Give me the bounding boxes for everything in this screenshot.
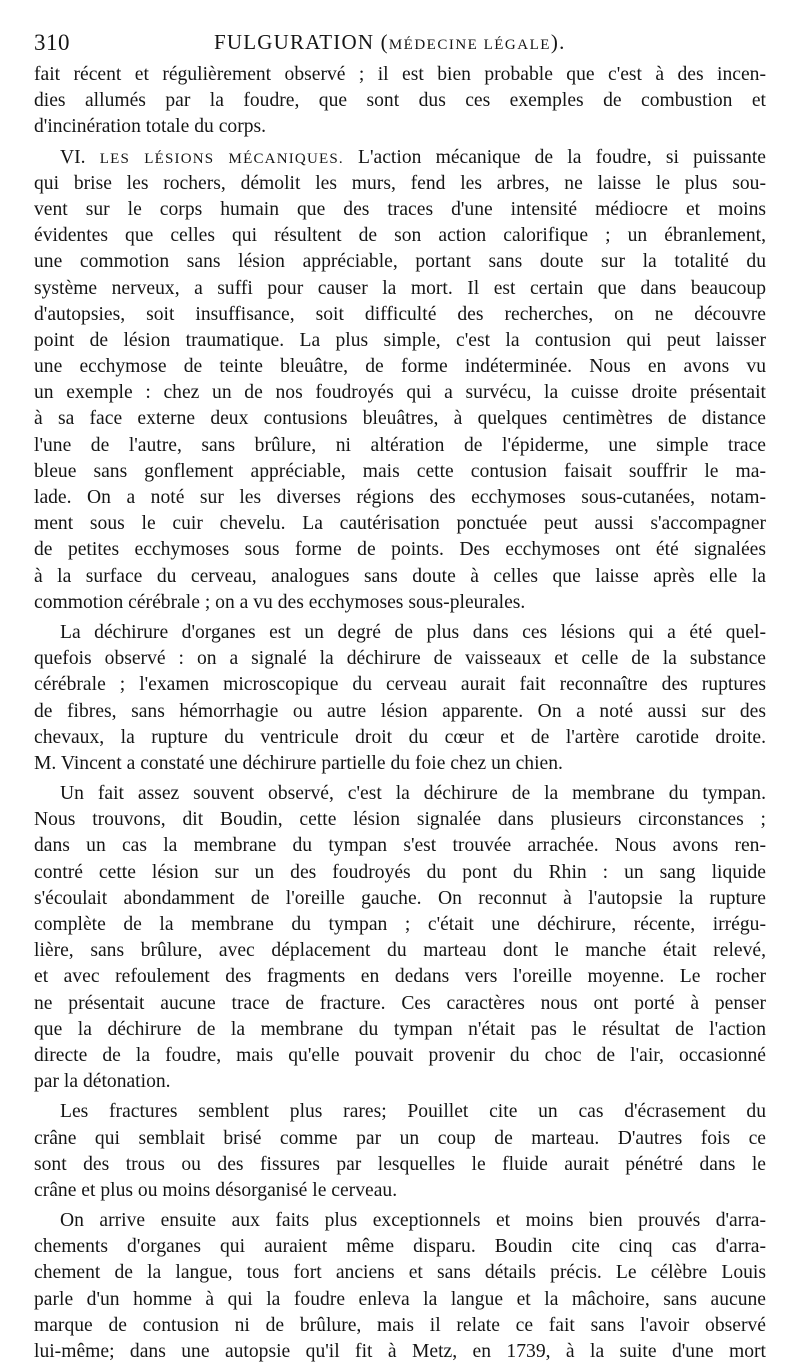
text-line: que la déchirure de la membrane du tympan n'était pas le résultat de l'action [34,1018,766,1040]
text-line: marque de contusion ni de brûlure, mais il relate ce fait sans l'avoir observé [34,1314,766,1336]
text-line: ne présentait aucune trace de fracture. Ces caractères nous ont porté à penser [34,992,766,1014]
text-line: par la détonation. [34,1071,171,1093]
text-line: chements d'organes qui auraient même disparu. Boudin cite cinq cas d'arra- [34,1236,766,1258]
text-line: fait récent et régulièrement observé ; il est bien probable que c'est à des incen- [34,64,766,85]
text-line: point de lésion traumatique. La plus simple, c'est la contusion qui peut laisser [34,329,766,351]
text-line: crâne et plus ou moins désorganisé le cerveau. [34,1179,398,1201]
text-line: lade. On a noté sur les diverses régions des ecchymoses sous-cutanées, notam- [34,487,766,508]
text-line: VI. LES LÉSIONS MÉCANIQUES. L'action mécanique de la foudre, si puissante [60,146,766,168]
text-line: d'incinération totale du corps. [34,116,267,138]
running-title [214,30,566,55]
text-line: bleue sans gonflement appréciable, mais cette contusion faisait souffrir le ma- [34,460,766,482]
book-page [34,26,766,1365]
text-line: commotion cérébrale ; on a vu des ecchymoses sous-pleurales. [34,591,526,613]
text-line: dans un cas la membrane du tympan s'est trouvée arrachée. Nous avons ren- [34,835,766,857]
text-line: lière, sans brûlure, avec déplacement du marteau dont le manche était relevé, [34,940,766,962]
text-line: chement de la langue, tous fort anciens et sans détails précis. Le célèbre Louis [34,1262,766,1284]
text-line: une ecchymose de teinte bleuâtre, de forme indéterminée. Nous en avons vu [34,356,766,378]
text-line: M. Vincent a constaté une déchirure partielle du foie chez un chien. [34,752,563,774]
text-line: quefois observé : on a signalé la déchirure de vaisseaux et celle de la substance [34,648,766,670]
text-line: système nerveux, a suffi pour causer la mort. Il est certain que dans beaucoup [34,277,766,299]
page-header [34,26,766,60]
text-line: une commotion sans lésion appréciable, portant sans doute sur la totalité du [34,251,766,273]
text-line: contré cette lésion sur un des foudroyés du pont du Rhin : un sang liquide [34,861,766,883]
running-title-main: FULGURATION ( [214,30,389,54]
text-line: lui-même; dans une autopsie qu'il fit à Metz, en 1739, à la suite d'une mort [34,1341,766,1362]
text-line: vent sur le corps humain que des traces d'une intensité médiocre et moins [34,198,766,220]
text-line: crâne qui semblait brisé comme par un coup de marteau. D'autres fois ce [34,1127,766,1149]
body-text [34,62,766,1365]
text-line: à la surface du cerveau, analogues sans doute à celles que laisse après elle la [34,565,766,587]
text-line: directe de la foudre, mais qu'elle pouvait provenir du choc de l'air, occasionné [34,1044,766,1066]
text-line: l'une de l'autre, sans brûlure, ni altération de l'épiderme, une simple trace [34,434,766,456]
section-heading-smallcaps: LES LÉSIONS MÉCANIQUES. [99,150,344,167]
running-title-sub: MÉDECINE LÉGALE [388,37,551,53]
text-line: On arrive ensuite aux faits plus exceptionnels et moins bien prouvés d'arra- [60,1210,766,1232]
page-number: 310 [34,30,70,55]
text-line: s'écoulait abondamment de l'oreille gauche. On reconnut à l'autopsie la rupture [34,887,766,909]
text-line: qui brise les rochers, démolit les murs, fend les arbres, ne laisse le plus sou- [34,172,766,194]
text-line: à sa face externe deux contusions bleuâtres, à quelques centimètres de distance [34,408,766,430]
text-line: chevaux, la rupture du ventricule droit du cœur et de l'artère carotide droite. [34,726,766,748]
text-line: de petites ecchymoses sous forme de points. Des ecchymoses ont été signalées [34,539,766,561]
text-line: dies allumés par la foudre, que sont dus ces exemples de combustion et [34,90,766,112]
text-line: de fibres, sans hémorrhagie ou autre lésion apparente. On a noté aussi sur des [34,700,766,722]
text-line: sont des trous ou des fissures par lesquelles le fluide aurait pénétré dans le [34,1153,766,1175]
text-line: ment sous le cuir chevelu. La cautérisation ponctuée peut aussi s'accompagner [34,513,766,535]
text-line: et avec refoulement des fragments en dedans vers l'oreille moyenne. Le rocher [34,966,766,988]
text-line: Nous trouvons, dit Boudin, cette lésion signalée dans plusieurs circonstances ; [34,809,766,831]
text-line: d'autopsies, soit insuffisance, soit difficulté des recherches, on ne découvre [34,303,766,325]
text-line: parle d'un homme à qui la foudre enleva la langue et la mâchoire, sans aucune [34,1288,766,1310]
text-line: cérébrale ; l'examen microscopique du cerveau aurait fait reconnaître des ruptures [34,674,766,696]
text-line: évidentes que celles qui résultent de son action calorifique ; un ébranlement, [34,225,766,247]
text-line: complète de la membrane du tympan ; c'était une déchirure, récente, irrégu- [34,914,766,935]
text-line: La déchirure d'organes est un degré de plus dans ces lésions qui a été quel- [60,621,766,643]
running-title-close: ). [550,30,566,54]
text-line: Un fait assez souvent observé, c'est la déchirure de la membrane du tympan. [60,783,766,805]
text-line: Les fractures semblent plus rares; Pouillet cite un cas d'écrasement du [60,1101,766,1123]
text-line: un exemple : chez un de nos foudroyés qui a survécu, la cuisse droite présentait [34,382,766,404]
